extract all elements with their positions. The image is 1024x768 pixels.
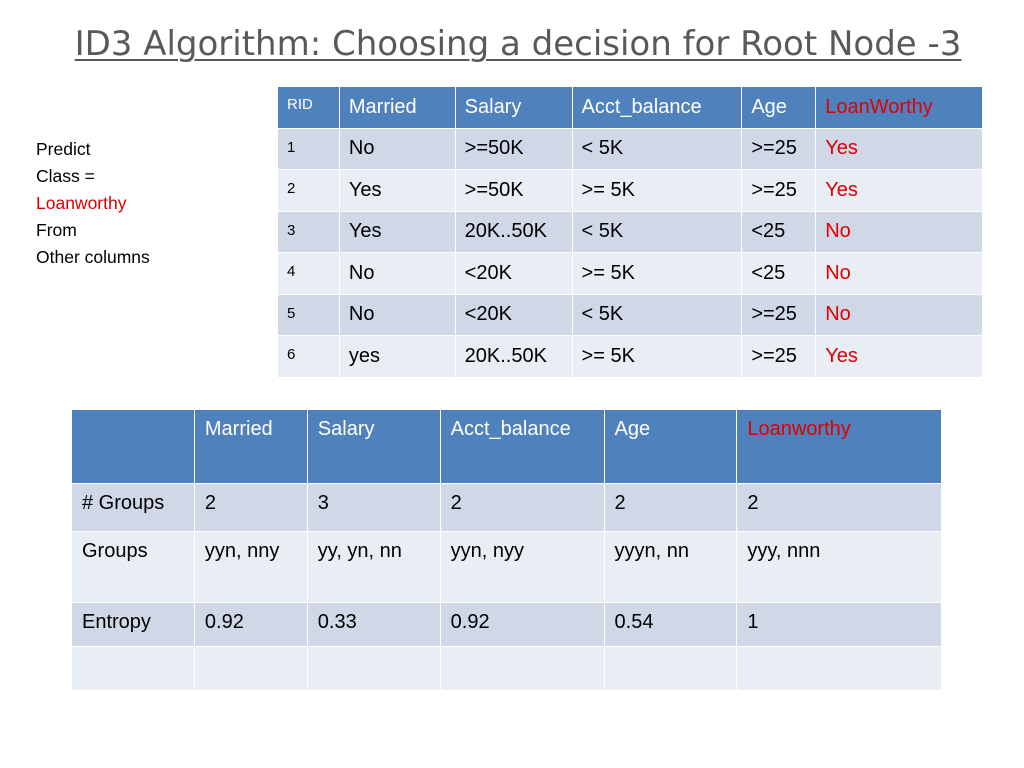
- cell-married: No: [339, 253, 455, 295]
- cell-salary: <20K: [455, 253, 572, 295]
- cell-rid: 6: [278, 336, 340, 378]
- empty-cell: [72, 647, 195, 691]
- note-line-target: Loanworthy: [36, 193, 127, 213]
- cell-salary: >=50K: [455, 128, 572, 170]
- table-header-row: [278, 87, 983, 129]
- table-row: [278, 336, 983, 378]
- row-label: Entropy: [72, 603, 195, 647]
- summary-header-salary: Salary: [307, 410, 440, 484]
- cell-age: <25: [742, 253, 816, 295]
- cell-salary: <20K: [455, 294, 572, 336]
- table-row: [278, 253, 983, 295]
- cell-age: >=25: [742, 294, 816, 336]
- empty-cell: [194, 647, 307, 691]
- cell-rid: 4: [278, 253, 340, 295]
- note-line-class: Class =: [36, 166, 95, 186]
- header-age: Age: [742, 87, 816, 129]
- empty-cell: [307, 647, 440, 691]
- slide-title: ID3 Algorithm: Choosing a decision for Root Node -3: [74, 24, 962, 64]
- loan-data-table: [277, 86, 983, 378]
- summary-row-groups: [72, 532, 942, 603]
- header-loanworthy: LoanWorthy: [816, 87, 983, 129]
- summary-header-married: Married: [194, 410, 307, 484]
- cell-married: yes: [339, 336, 455, 378]
- cell-acct-balance: yyn, nyy: [440, 532, 604, 603]
- header-salary: Salary: [455, 87, 572, 129]
- cell-age: >=25: [742, 128, 816, 170]
- header-married: Married: [339, 87, 455, 129]
- summary-header-age: Age: [604, 410, 737, 484]
- cell-age: <25: [742, 211, 816, 253]
- cell-acct-balance: 0.92: [440, 603, 604, 647]
- summary-row-entropy: [72, 603, 942, 647]
- table-row: [278, 294, 983, 336]
- cell-age: yyyn, nn: [604, 532, 737, 603]
- cell-salary: 20K..50K: [455, 211, 572, 253]
- cell-rid: 5: [278, 294, 340, 336]
- cell-acct-balance: 2: [440, 484, 604, 532]
- cell-loanworthy: No: [816, 211, 983, 253]
- cell-loanworthy: Yes: [816, 170, 983, 212]
- table-row: [278, 128, 983, 170]
- cell-loanworthy: 2: [737, 484, 942, 532]
- cell-salary: 20K..50K: [455, 336, 572, 378]
- cell-acct-balance: >= 5K: [572, 170, 742, 212]
- cell-married: 0.92: [194, 603, 307, 647]
- summary-row-group-count: [72, 484, 942, 532]
- cell-loanworthy: No: [816, 253, 983, 295]
- cell-loanworthy: Yes: [816, 336, 983, 378]
- cell-acct-balance: < 5K: [572, 128, 742, 170]
- cell-age: >=25: [742, 336, 816, 378]
- cell-acct-balance: >= 5K: [572, 336, 742, 378]
- table-row: [278, 211, 983, 253]
- cell-age: 0.54: [604, 603, 737, 647]
- cell-age: 2: [604, 484, 737, 532]
- cell-married: 2: [194, 484, 307, 532]
- cell-loanworthy: 1: [737, 603, 942, 647]
- empty-cell: [440, 647, 604, 691]
- summary-header-row: [72, 410, 942, 484]
- cell-acct-balance: < 5K: [572, 294, 742, 336]
- summary-header-blank: [72, 410, 195, 484]
- cell-married: No: [339, 294, 455, 336]
- cell-rid: 1: [278, 128, 340, 170]
- table-row: [278, 170, 983, 212]
- cell-rid: 2: [278, 170, 340, 212]
- summary-header-acct-balance: Acct_balance: [440, 410, 604, 484]
- cell-loanworthy: No: [816, 294, 983, 336]
- row-label: Groups: [72, 532, 195, 603]
- cell-married: Yes: [339, 170, 455, 212]
- note-line-predict: Predict: [36, 139, 91, 159]
- cell-salary: 3: [307, 484, 440, 532]
- empty-cell: [604, 647, 737, 691]
- cell-acct-balance: < 5K: [572, 211, 742, 253]
- cell-married: No: [339, 128, 455, 170]
- note-line-columns: Other columns: [36, 247, 150, 267]
- cell-acct-balance: >= 5K: [572, 253, 742, 295]
- cell-salary: >=50K: [455, 170, 572, 212]
- summary-header-loanworthy: Loanworthy: [737, 410, 942, 484]
- header-acct-balance: Acct_balance: [572, 87, 742, 129]
- cell-loanworthy: yyy, nnn: [737, 532, 942, 603]
- cell-age: >=25: [742, 170, 816, 212]
- prediction-note: [36, 136, 150, 271]
- cell-married: Yes: [339, 211, 455, 253]
- row-label: # Groups: [72, 484, 195, 532]
- cell-married: yyn, nny: [194, 532, 307, 603]
- cell-salary: yy, yn, nn: [307, 532, 440, 603]
- summary-row-empty: [72, 647, 942, 691]
- cell-salary: 0.33: [307, 603, 440, 647]
- cell-loanworthy: Yes: [816, 128, 983, 170]
- entropy-summary-table: [71, 409, 942, 691]
- cell-rid: 3: [278, 211, 340, 253]
- note-line-from: From: [36, 220, 77, 240]
- empty-cell: [737, 647, 942, 691]
- header-rid: RID: [278, 87, 340, 129]
